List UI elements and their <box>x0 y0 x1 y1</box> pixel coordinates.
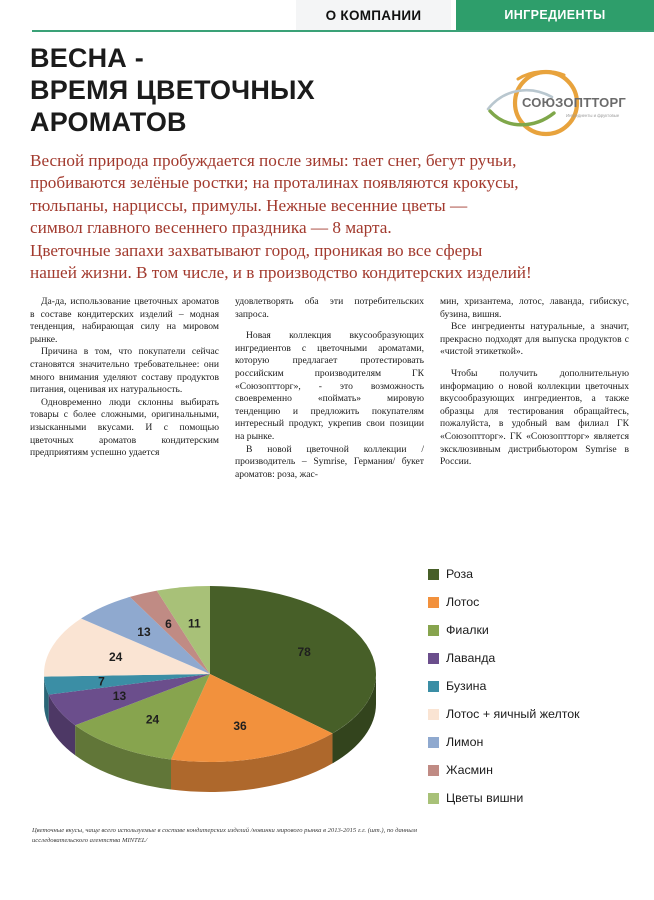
pie-data-label: 24 <box>108 650 123 665</box>
legend-swatch-roza <box>428 569 439 580</box>
page-title-line-3: АРОМАТОВ <box>30 107 187 137</box>
legend-item[interactable] <box>428 672 643 700</box>
logo-swoosh-icon <box>478 63 630 141</box>
lead-line: нашей жизни. В том числе, и в производство кондитерских изделий! <box>30 263 532 283</box>
legend-item[interactable] <box>428 588 643 616</box>
page-title <box>30 42 430 138</box>
lead-line: Цветочные запахи захватывают город, проникая во все сферы <box>30 240 483 260</box>
article-column-2 <box>235 296 424 481</box>
legend-label: Лаванда <box>446 651 496 665</box>
tab-ingredients[interactable] <box>456 0 654 30</box>
body-paragraph: Да-да, использование цветочных ароматов в составе кондитерских изделий – модная тенденция, набирающая силу на мировом рынке. <box>30 296 219 345</box>
legend-swatch-limon <box>428 737 439 748</box>
body-paragraph: удовлетворять оба эти потребительских запроса. <box>235 296 424 320</box>
pie-chart-figure <box>0 556 654 826</box>
legend-label: Бузина <box>446 679 487 693</box>
page-header <box>0 0 654 30</box>
body-paragraph: мин, хризантема, лотос, лаванда, гибискус, бузина, вишня. <box>440 296 629 320</box>
body-paragraph: В новой цветочной коллекции /производитель – Symrise, Германия/ букет ароматов: роза, жас- <box>235 443 424 480</box>
figure-caption-line-2: исследовательского агентства MINTEL/ <box>32 837 148 844</box>
pie-chart-svg <box>22 556 398 818</box>
legend-label: Цветы вишни <box>446 791 524 805</box>
legend-swatch-lotos <box>428 597 439 608</box>
page-title-line-2: ВРЕМЯ ЦВЕТОЧНЫХ <box>30 75 315 105</box>
pie-data-label: 11 <box>188 616 201 631</box>
legend-item[interactable] <box>428 728 643 756</box>
pie-data-label: 24 <box>145 712 160 727</box>
tab-about-company[interactable] <box>296 0 451 30</box>
legend-label: Лотос + яичный желток <box>446 707 580 721</box>
article-body <box>30 296 630 481</box>
article-column-1 <box>30 296 219 481</box>
legend-item[interactable] <box>428 784 643 812</box>
legend-swatch-lavanda <box>428 653 439 664</box>
legend-item[interactable] <box>428 644 643 672</box>
body-paragraph: Все ингредиенты натуральные, а значит, прекрасно подходят для выпуска продуктов с «чистой этикеткой». <box>440 321 629 358</box>
pie-chart <box>22 556 398 818</box>
tab-ingredients-label: ИНГРЕДИЕНТЫ <box>504 8 606 22</box>
pie-data-label: 6 <box>165 617 172 632</box>
pie-data-label: 78 <box>297 645 311 660</box>
page-title-line-1: ВЕСНА - <box>30 43 144 73</box>
legend-swatch-lotos-yolk <box>428 709 439 720</box>
pie-data-label: 7 <box>98 674 105 689</box>
body-paragraph: Чтобы получить дополнительную информацию о новой коллекции цветочных вкусообразующих ингредиентов, а также образцы для тестирования обращайтесь, пожалуйста, в удобный вам филиал ГК «Союзоптторг». ГК «Союзоптторг» является эксклюзивным дистрибьютором Symrise в России. <box>440 367 629 468</box>
lead-line: тюльпаны, нарциссы, примулы. Нежные весенние цветы — <box>30 195 468 215</box>
body-paragraph: Новая коллекция вкусообразующих ингредиентов с цветочными ароматами, которую предлагает протестировать российским производителям ГК «Союзоптторг», - это возможность своевременно «поймать» мировую тенденцию и предложить покупателям интересный продукт, укрепив свои позиции на рынке. <box>235 330 424 442</box>
legend-label: Жасмин <box>446 763 493 777</box>
legend-item[interactable] <box>428 756 643 784</box>
company-logo <box>478 63 630 141</box>
chart-legend <box>428 560 643 812</box>
pie-data-label: 13 <box>137 625 151 640</box>
article-column-3 <box>440 296 629 481</box>
pie-data-label: 36 <box>233 719 247 734</box>
figure-caption-line-1: Цветочные вкусы, чаще всего используемые в составе кондитерских изделий /новинки мирового рынка в 2013-2015 г.г. (шт.), по данным <box>32 827 417 834</box>
legend-item[interactable] <box>428 616 643 644</box>
lead-paragraph <box>30 150 630 284</box>
legend-label: Лимон <box>446 735 484 749</box>
body-paragraph: Одновременно люди склонны выбирать товары с более сложными, оригинальными, изысканными вкусами. И с помощью цветочных ароматов кондитерским предприятиям успешно удается <box>30 396 219 459</box>
body-paragraph: Причина в том, что покупатели сейчас становятся значительно требовательнее: они много внимания уделяют составу продуктов питания, оценивая их натуральность. <box>30 346 219 396</box>
figure-caption <box>32 826 602 846</box>
legend-item[interactable] <box>428 560 643 588</box>
legend-swatch-buzina <box>428 681 439 692</box>
legend-label: Роза <box>446 567 474 581</box>
pie-data-label: 13 <box>112 688 127 703</box>
legend-swatch-jasmin <box>428 765 439 776</box>
legend-swatch-fialki <box>428 625 439 636</box>
legend-label: Лотос <box>446 595 480 609</box>
logo-wordmark: СОЮЗОПТТОРГ <box>522 95 626 110</box>
lead-line: Весной природа пробуждается после зимы: тает снег, бегут ручьи, <box>30 151 517 170</box>
legend-label: Фиалки <box>446 623 489 637</box>
pie-top-faces <box>44 586 376 762</box>
header-divider-rule <box>32 30 654 32</box>
lead-line: пробиваются зелёные ростки; на проталинах появляются крокусы, <box>30 173 519 193</box>
lead-line: символ главного весеннего праздника — 8 марта. <box>30 218 392 238</box>
tab-about-company-label: О КОМПАНИИ <box>325 7 422 23</box>
legend-swatch-cherry <box>428 793 439 804</box>
logo-tagline: Ингредиенты и фруктовые <box>566 113 620 118</box>
legend-item[interactable] <box>428 700 643 728</box>
